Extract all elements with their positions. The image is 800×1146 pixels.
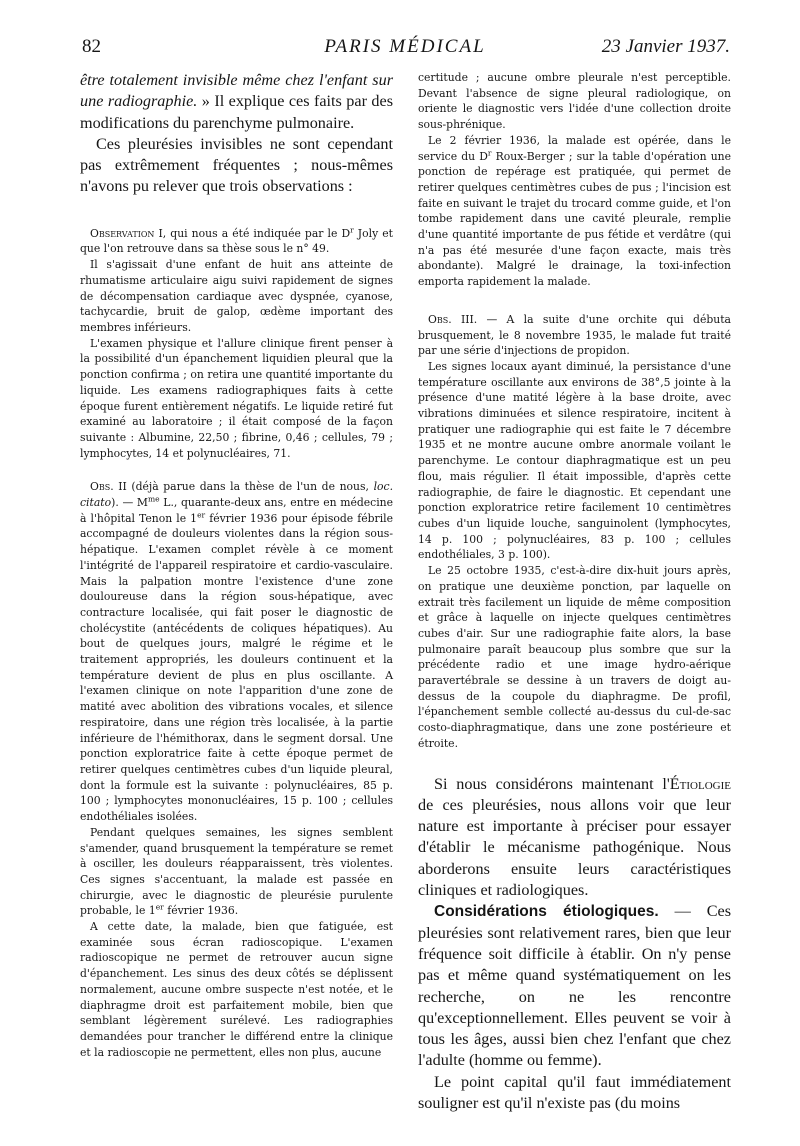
observation-2-evolution-a: Pendant quelques semaines, les signes semblent s'amender, quand brusquement la température se remet à osciller, les douleurs réapparaissent, très violentes. Ces signes s'accentuant, la malade est passée en chirurgie, avec le diagnostic de pleurésie purulente probable, le 1	[80, 825, 393, 918]
superscript: r	[487, 147, 492, 157]
etiology-paragraph	[418, 774, 731, 902]
observation-1-case: Il s'agissait d'une enfant de huit ans atteinte de rhumatisme articulaire aigu suivi rapidement de signes de décompensation cardiaque avec dyspnée, cyanose, tachycardie, bruit de galop, œdème important des membres inférieurs.	[80, 258, 393, 334]
superscript: er	[155, 902, 164, 912]
observation-3-second-puncture: Le 25 octobre 1935, c'est-à-dire dix-huit jours après, on pratique une deuxième ponction, par laquelle on extrait très facilement un liquide de même composition et grâce à laquelle on injecte quelques centimètres cubes d'air. Sur une radiographie faite alors, la base pulmonaire paraît beaucoup plus sombre que sur la précédente radio et une image hydro-aérique paravertébrale se dessine à un travers de doigt au-dessus de la coupole du diaphragme. De profil, l'épanchement semble collecté au-dessus du cul-de-sac costo-diaphragmatique, dans une zone postérieure et étroite.	[418, 564, 731, 750]
right-column	[418, 70, 731, 1114]
observation-1-text-a: qui nous a été indiquée par le D	[166, 226, 351, 240]
operation-text-a: Le 2 février 1936, la malade est opérée, dans le service du D	[418, 133, 731, 163]
observation-3-signs: Les signes locaux ayant diminué, la persistance d'une température oscillante aux environs de 38°,5 jointe à la présence d'une matité légère à la base droite, avec vibrations diminuées et silence respiratoire, incitent à pratiquer une radiographie qui est faite le 7 décembre 1935 et ne montre aucune ombre anormale voilant le parenchyme. Le contour diaphragmatique est un peu flou, mais régulier. Il était impossible, d'après cette radiographie, de faire le diagnostic. Et cependant une ponction exploratrice retire facilement 10 centimètres cubes d'un liquide louche, sanguinolent (lymphocytes, 14 p. 100 ; polynucléaires, 83 p. 100 ; cellules endothéliales, 3 p. 100).	[418, 359, 731, 562]
observation-2-text-c: L., quarante-deux ans, entre en médecine à l'hôpital Tenon le 1	[80, 496, 393, 525]
etiological-considerations-text: — Ces pleurésies sont relativement rares, bien que leur fréquence soit difficile à établir. On n'y pense pas et même quand systématiquement on les recherche, on ne les rencontre qu'exceptionnellement. Elles peuvent se voir à tous les âges, aussi bien chez l'enfant que chez l'adulte (homme ou femme).	[418, 902, 731, 1070]
page-number: 82	[82, 36, 101, 57]
observation-2-continuation: certitude ; aucune ombre pleurale n'est perceptible. Devant l'absence de signe pleural radiologique, on oriente le diagnostic vers l'idée d'une collection droite sous-phrénique.	[418, 71, 731, 132]
observation-1-exam: L'examen physique et l'allure clinique firent penser à la possibilité d'un épanchement liquidien pleural que la ponction confirma ; on retira une quantité importante du liquide. Les examens radiographiques faits à cette époque furent entièrement négatifs. Le liquide retiré fut examiné au laboratoire ; il était composé de la façon suivante : Albumine, 22,50 ; fibrine, 0,46 ; cellules, 79 ; lymphocytes, 14 et polynucléaires, 71.	[80, 336, 393, 460]
etiological-considerations-heading: Considérations étiologiques.	[434, 903, 659, 921]
running-header	[80, 36, 730, 64]
etiology-text-b: de ces pleurésies, nous allons voir que leur nature est importante à préciser pour essayer d'établir le mécanisme pathogénique. Nous aborderons ensuite leurs caractéristiques cliniques et radiologiques.	[418, 795, 731, 900]
observation-2-text-d: février 1936 pour épisode fébrile accompagné de douleurs violentes dans la région sous-hépatique. L'examen complet révèle à ce moment l'intégrité de l'appareil respiratoire et cardio-vasculaire. Mais la palpation montre l'existence d'une zone douloureuse dans la région sous-hépatique, avec contracture localisée, qui fait poser le diagnostic de cholécystite (antécédents de coliques hépatiques). Au bout de quelques jours, malgré le régime et le traitement appropriés, les douleurs continuent et la température devient de plus en plus oscillante. A l'examen clinique on note l'apparition d'une zone de matité avec abolition des vibrations vocales, et silence respiratoire, dans une région très localisée, à la partie inférieure de l'hémithorax, dans le segment dorsal. Une ponction exploratrice faite à cette époque permet de retirer quelques centimètres cubes d'un liquide pleural, dont la formule est la suivante : polynucléaires, 85 p. 100 ; lymphocytes mononucléaires, 15 p. 100 ; cellules endothéliales isolées.	[80, 511, 393, 824]
observation-2-radioscopy: A cette date, la malade, bien que fatiguée, est examinée sous écran radioscopique. L'examen radioscopique ne permet de retrouver aucun signe d'épanchement. Les sinus des deux côtés se déplissent normalement, aucune ombre suspecte n'est notée, et le diaphragme droit est parfaitement mobile, bien que semblant légèrement surélevé. Les radiographies demandées pour trancher le différend entre la clinique et la radioscopie ne permettent, elles non plus, aucune	[80, 920, 393, 1059]
etiological-considerations	[418, 901, 731, 1071]
closing-paragraph: Le point capital qu'il faut immédiatement souligner est qu'il n'existe pas (du moins	[418, 1072, 731, 1112]
observation-1-text-b: Joly et que l'on retrouve dans sa thèse sous le n° 49.	[80, 226, 393, 256]
observation-3-label: Obs. III.	[428, 312, 478, 326]
invisible-pleurisy-paragraph: Ces pleurésies invisibles ne sont cependant pas extrêmement fréquentes ; nous-mêmes n'avons pu relever que trois observations :	[80, 134, 393, 196]
superscript: me	[147, 494, 160, 504]
intro-paragraph	[80, 70, 393, 134]
operation-text-b: Roux-Berger ; sur la table d'opération une ponction de repérage est pratiquée, qui permet de retirer quelques centimètres cubes de pus ; l'incision est faite en suivant le trajet du trocard comme guide, et l'on tombe rapidement dans une cavité pleurale, remplie d'une quantité importante de pus fétide et verdâtre (qui n'a pas été mesurée d'une façon exacte, mais très abondante). Malgré le drainage, la toxi-infection emporta rapidement la malade.	[418, 149, 732, 289]
observation-3-intro	[418, 312, 731, 359]
intro-text: » Il explique ces faits par des modifications du parenchyme pulmonaire.	[80, 92, 393, 132]
observation-2-paragraph	[80, 479, 393, 824]
etiology-smallcaps: Étiologie	[669, 774, 731, 793]
superscript: er	[197, 510, 206, 520]
observation-2-text-b: ). — M	[111, 496, 148, 510]
etiology-text-a: Si nous considérons maintenant l'	[434, 774, 670, 793]
observation-2-operation	[418, 133, 731, 290]
observation-2-label: Obs. II	[90, 480, 127, 494]
observation-1-label: Observation I,	[90, 226, 167, 240]
journal-title: PARIS MÉDICAL	[324, 36, 486, 57]
observation-2-evolution	[80, 825, 393, 919]
issue-date: 23 Janvier 1937.	[601, 36, 730, 57]
superscript: r	[350, 225, 354, 235]
observation-2-evolution-b: février 1936.	[163, 904, 239, 918]
intro-italic-quote: être totalement invisible même chez l'enfant sur une radiographie.	[80, 71, 393, 111]
observation-1-intro	[80, 226, 393, 257]
left-column	[80, 70, 393, 1060]
observation-3-text: — A la suite d'une orchite qui débuta brusquement, le 8 novembre 1935, le malade fut traité par une série d'injections de propidon.	[418, 312, 731, 358]
observation-2-text-a: (déjà parue dans la thèse de l'un de nous,	[126, 480, 374, 494]
citation-italic: loc. citato	[80, 480, 393, 510]
